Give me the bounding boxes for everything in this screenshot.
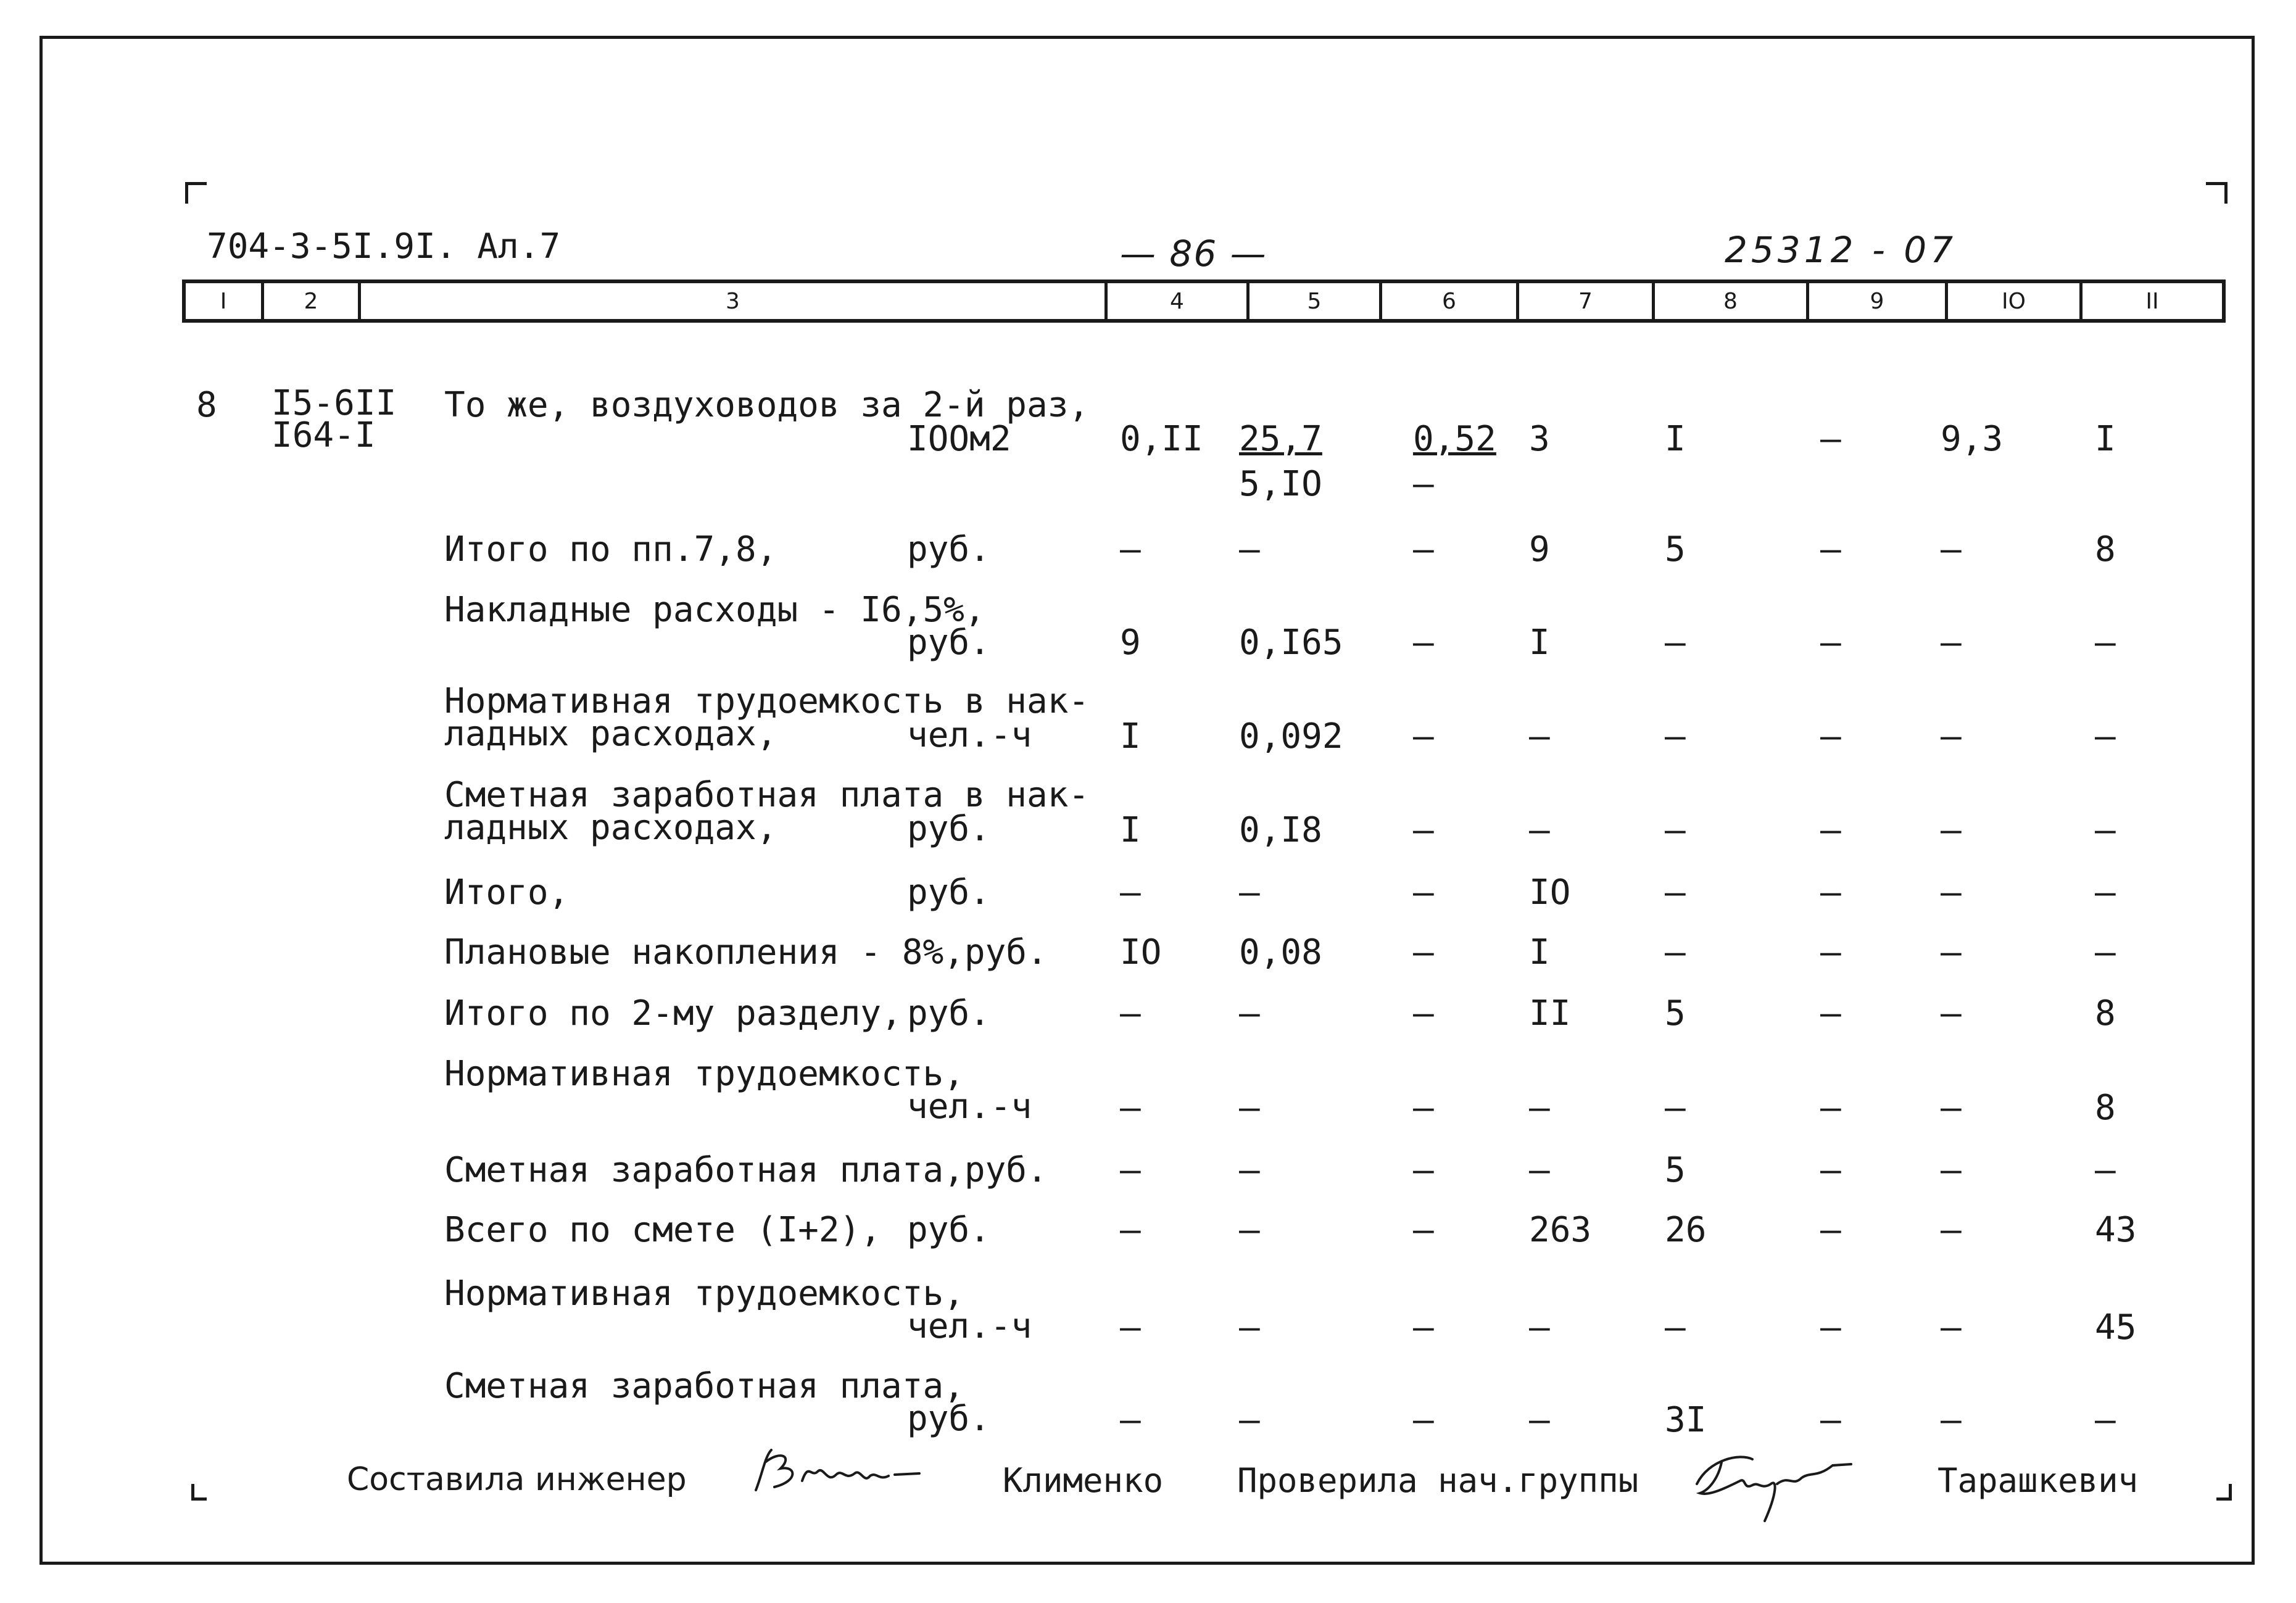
value-col-7: – <box>1529 810 1550 850</box>
value-col-11: – <box>2095 1400 2116 1440</box>
item-description: Сметная заработная плата,руб. <box>444 1150 1048 1190</box>
sheet-code: 25312 - 07 <box>1725 229 1957 271</box>
value-col-10: – <box>1941 529 1962 570</box>
value-col-10: – <box>1941 810 1962 850</box>
value-col-6: – <box>1413 1210 1434 1250</box>
value-col-4: – <box>1120 529 1141 570</box>
column-number: I <box>186 283 264 319</box>
value-col-11: – <box>2095 932 2116 972</box>
value-col-11: – <box>2095 872 2116 913</box>
item-description: Итого по 2-му разделу, <box>444 993 902 1033</box>
item-number: 8 <box>196 385 217 425</box>
value-col-11: 8 <box>2095 1088 2116 1128</box>
value-col-10: – <box>1941 1307 1962 1348</box>
value-col-9: – <box>1820 1307 1841 1348</box>
value-col-7: 3 <box>1529 419 1550 459</box>
value-col-11: – <box>2095 716 2116 756</box>
value-col-9: – <box>1820 1210 1841 1250</box>
value-col-8: – <box>1665 810 1686 850</box>
column-number: 4 <box>1108 283 1250 319</box>
value-col-6: – <box>1413 810 1434 850</box>
value-col-6: – <box>1413 993 1434 1033</box>
value-col-8: – <box>1665 623 1686 663</box>
corner-mark-bottom-left <box>191 1484 207 1501</box>
value-col-9: – <box>1820 932 1841 972</box>
unit: чел.-ч <box>907 715 1032 755</box>
value-col-8: 5 <box>1665 529 1686 570</box>
item-description: То же, воздуховодов за 2-й раз, <box>444 385 1090 425</box>
value-col-5: – <box>1239 1210 1260 1250</box>
checked-by-name: Тарашкевич <box>1938 1461 2139 1500</box>
checked-by-label: Проверила нач.группы <box>1237 1461 1639 1500</box>
value-col-6: – <box>1413 932 1434 972</box>
item-description: Итого по пп.7,8, <box>444 529 777 570</box>
unit: руб. <box>907 1210 990 1250</box>
corner-mark-top-left <box>185 182 207 204</box>
value-col-8: – <box>1665 1088 1686 1128</box>
unit: руб. <box>907 993 990 1033</box>
column-number: 7 <box>1519 283 1655 319</box>
value-col-5: 0,I8 <box>1239 810 1322 850</box>
unit: руб. <box>907 623 990 663</box>
value-col-4: – <box>1120 872 1141 913</box>
value-col-11: – <box>2095 810 2116 850</box>
item-description: Нормативная трудоемкость, <box>444 1054 964 1094</box>
column-number: 5 <box>1250 283 1382 319</box>
value-col-11: 45 <box>2095 1307 2137 1348</box>
value-col-4: I <box>1120 810 1141 850</box>
compiled-signature <box>737 1438 929 1506</box>
value-col-5: – <box>1239 872 1260 913</box>
value-col-11: 8 <box>2095 993 2116 1033</box>
value-col-4: – <box>1120 1210 1141 1250</box>
value-col-6-second: – <box>1413 464 1434 504</box>
value-col-9: – <box>1820 1088 1841 1128</box>
item-description: Накладные расходы - I6,5%, <box>444 590 985 630</box>
compiled-by-label: Составила инженер <box>347 1461 687 1498</box>
value-col-6: – <box>1413 1307 1434 1348</box>
corner-mark-bottom-right <box>2216 1484 2232 1501</box>
item-description: Всего по смете (I+2), <box>444 1210 882 1250</box>
column-number: 8 <box>1655 283 1809 319</box>
price-code: I5-6II I64-I <box>271 383 397 455</box>
checked-signature <box>1685 1441 1863 1533</box>
value-col-6: – <box>1413 623 1434 663</box>
value-col-5: – <box>1239 1307 1260 1348</box>
value-col-8: 5 <box>1665 993 1686 1033</box>
value-col-8: – <box>1665 932 1686 972</box>
value-col-10: 9,3 <box>1941 419 2004 459</box>
value-col-7: – <box>1529 1307 1550 1348</box>
item-description: Сметная заработная плата в нак- ладных расходах, <box>444 775 1090 848</box>
unit: IOOм2 <box>907 419 1011 459</box>
value-col-5: 0,08 <box>1239 932 1322 972</box>
value-col-7: – <box>1529 716 1550 756</box>
value-col-8: I <box>1665 419 1686 459</box>
page-number: — 86 — <box>1120 233 1267 275</box>
value-col-9: – <box>1820 623 1841 663</box>
value-col-4: – <box>1120 1088 1141 1128</box>
column-number: IO <box>1948 283 2083 319</box>
item-description: Нормативная трудоемкость в нак- ладных расходах, <box>444 681 1090 755</box>
value-col-4: – <box>1120 1400 1141 1440</box>
column-number: 2 <box>264 283 361 319</box>
unit: чел.-ч <box>907 1087 1032 1127</box>
value-col-10: – <box>1941 1150 1962 1190</box>
value-col-9: – <box>1820 872 1841 913</box>
value-col-6: – <box>1413 716 1434 756</box>
value-col-7: 263 <box>1529 1210 1592 1250</box>
value-col-10: – <box>1941 993 1962 1033</box>
value-col-4: 0,II <box>1120 419 1203 459</box>
value-col-8: 3I <box>1665 1400 1707 1440</box>
column-number: II <box>2145 288 2159 314</box>
value-col-6: 0,52 <box>1413 419 1496 459</box>
unit: руб. <box>907 529 990 570</box>
value-col-7: I <box>1529 623 1550 663</box>
value-col-8: – <box>1665 872 1686 913</box>
value-col-7: I <box>1529 932 1550 972</box>
value-col-4: I <box>1120 716 1141 756</box>
column-number: 3 <box>361 283 1108 319</box>
value-col-8: 5 <box>1665 1150 1686 1190</box>
value-col-11: 43 <box>2095 1210 2137 1250</box>
value-col-9: – <box>1820 1150 1841 1190</box>
value-col-9: – <box>1820 1400 1841 1440</box>
unit: руб. <box>907 1399 990 1439</box>
column-number: 9 <box>1809 283 1948 319</box>
value-col-4: IO <box>1120 932 1162 972</box>
value-col-7: IO <box>1529 872 1571 913</box>
value-col-8: 26 <box>1665 1210 1707 1250</box>
value-col-11: – <box>2095 1150 2116 1190</box>
value-col-8: – <box>1665 1307 1686 1348</box>
value-col-9: – <box>1820 810 1841 850</box>
item-description: Сметная заработная плата, <box>444 1366 964 1406</box>
value-col-5: 0,092 <box>1239 716 1343 756</box>
value-col-8: – <box>1665 716 1686 756</box>
value-col-4: 9 <box>1120 623 1141 663</box>
column-number: 6 <box>1382 283 1519 319</box>
value-col-5: – <box>1239 1088 1260 1128</box>
unit: руб. <box>907 872 990 913</box>
value-col-10: – <box>1941 872 1962 913</box>
value-col-9: – <box>1820 529 1841 570</box>
value-col-10: – <box>1941 1088 1962 1128</box>
value-col-5: – <box>1239 1400 1260 1440</box>
value-col-5: 0,I65 <box>1239 623 1343 663</box>
value-col-11: 8 <box>2095 529 2116 570</box>
value-col-5: – <box>1239 529 1260 570</box>
value-col-11: I <box>2095 419 2116 459</box>
value-col-10: – <box>1941 1400 1962 1440</box>
value-col-6: – <box>1413 1150 1434 1190</box>
value-col-7: – <box>1529 1150 1550 1190</box>
unit: чел.-ч <box>907 1306 1032 1346</box>
value-col-7: 9 <box>1529 529 1550 570</box>
value-col-4: – <box>1120 1150 1141 1190</box>
value-col-5-second: 5,IO <box>1239 464 1322 504</box>
value-col-10: – <box>1941 932 1962 972</box>
value-col-9: – <box>1820 993 1841 1033</box>
value-col-10: – <box>1941 623 1962 663</box>
value-col-4: – <box>1120 993 1141 1033</box>
value-col-9: – <box>1820 716 1841 756</box>
value-col-6: – <box>1413 1400 1434 1440</box>
value-col-7: – <box>1529 1088 1550 1128</box>
unit: руб. <box>907 809 990 849</box>
value-col-9: – <box>1820 419 1841 459</box>
corner-mark-top-right <box>2206 182 2228 204</box>
value-col-10: – <box>1941 716 1962 756</box>
compiled-by-name: Клименко <box>1003 1461 1164 1500</box>
value-col-5: – <box>1239 1150 1260 1190</box>
value-col-10: – <box>1941 1210 1962 1250</box>
value-col-4: – <box>1120 1307 1141 1348</box>
column-number-header <box>182 280 2226 323</box>
value-col-11: – <box>2095 623 2116 663</box>
value-col-7: II <box>1529 993 1571 1033</box>
value-col-6: – <box>1413 529 1434 570</box>
document-code: 704-3-5I.9I. Ал.7 <box>207 226 561 267</box>
value-col-5: 25,7 <box>1239 419 1322 459</box>
value-col-6: – <box>1413 1088 1434 1128</box>
item-description: Нормативная трудоемкость, <box>444 1274 964 1314</box>
item-description: Плановые накопления - 8%,руб. <box>444 932 1048 972</box>
item-description: Итого, <box>444 872 570 913</box>
value-col-6: – <box>1413 872 1434 913</box>
value-col-7: – <box>1529 1400 1550 1440</box>
value-col-5: – <box>1239 993 1260 1033</box>
